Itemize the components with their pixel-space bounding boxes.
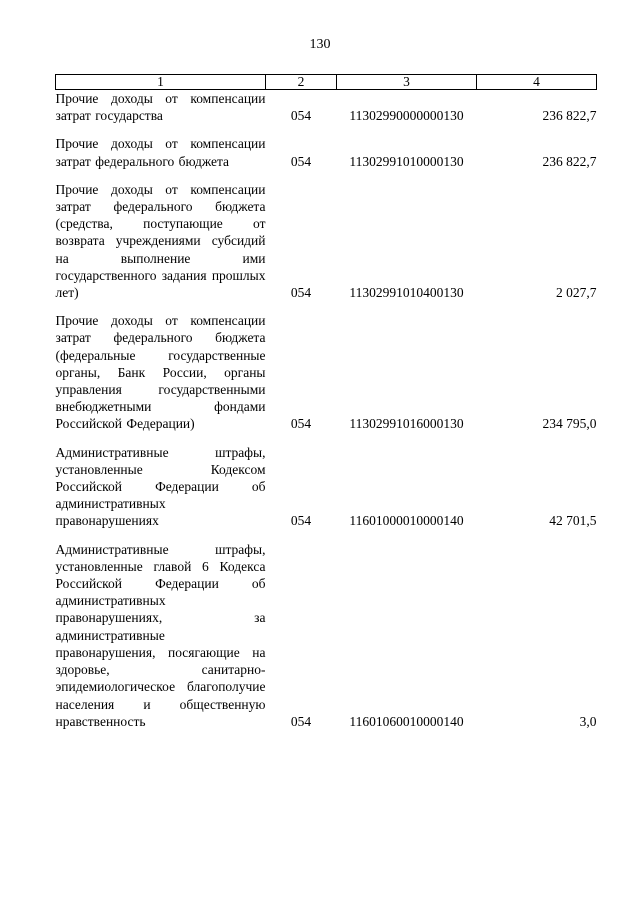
revenue-name-cell: Прочие доходы от компенсации затрат государства	[55, 91, 266, 124]
column-header-2: 2	[266, 75, 337, 90]
admin-code-cell: 054	[290, 713, 312, 729]
amount-cell: 236 822,7	[542, 153, 597, 169]
amount-cell: 236 822,7	[542, 108, 597, 124]
admin-code-cell: 054	[290, 285, 312, 301]
table-row	[56, 444, 597, 530]
column-header-4: 4	[477, 75, 597, 90]
column-header-1: 1	[56, 75, 266, 90]
revenue-name-cell: Прочие доходы от компенсации затрат федерального бюджета (федеральные государственные органы, Банк России, органы управления государственными внебюджетными фондами Российской Федерации)	[55, 313, 266, 432]
budget-code-cell: 11302991010400130	[349, 285, 464, 301]
column-header-3: 3	[337, 75, 477, 90]
admin-code-cell: 054	[290, 513, 312, 529]
budget-code-cell: 11601000010000140	[349, 513, 464, 529]
table-row	[56, 541, 597, 730]
amount-cell: 3,0	[579, 713, 597, 729]
amount-cell: 234 795,0	[542, 416, 597, 432]
page-number: 130	[309, 37, 331, 52]
admin-code-cell: 054	[290, 416, 312, 432]
revenue-name-cell: Прочие доходы от компенсации затрат федерального бюджета (средства, поступающие от возврата учреждениями субсидий на выполнение ими государственного задания прошлых лет)	[55, 181, 266, 301]
table-row	[56, 312, 597, 432]
admin-code-cell: 054	[290, 108, 312, 124]
revenue-name-cell: Прочие доходы от компенсации затрат федерального бюджета	[55, 136, 266, 169]
budget-code-cell: 11302991010000130	[349, 153, 464, 169]
budget-code-cell: 11302991016000130	[349, 416, 464, 432]
admin-code-cell: 054	[290, 153, 312, 169]
budget-code-cell: 11601060010000140	[349, 713, 464, 729]
table-header-row	[56, 75, 597, 90]
revenue-name-cell: Административные штрафы, установленные Кодексом Российской Федерации об административных правонарушениях	[55, 444, 266, 529]
amount-cell: 2 027,7	[556, 285, 597, 301]
revenue-name-cell: Административные штрафы, установленные главой 6 Кодекса Российской Федерации об административных правонарушениях, за административные правонарушения, посягающие на здоровье, санитарно-эпидемиологическое благополучие населения и общественную нравственность	[55, 541, 266, 729]
table-row	[56, 90, 597, 125]
table-row	[56, 181, 597, 301]
table-row	[56, 135, 597, 169]
amount-cell: 42 701,5	[549, 513, 597, 529]
budget-code-cell: 11302990000000130	[349, 108, 464, 124]
budget-revenue-table	[55, 74, 597, 730]
